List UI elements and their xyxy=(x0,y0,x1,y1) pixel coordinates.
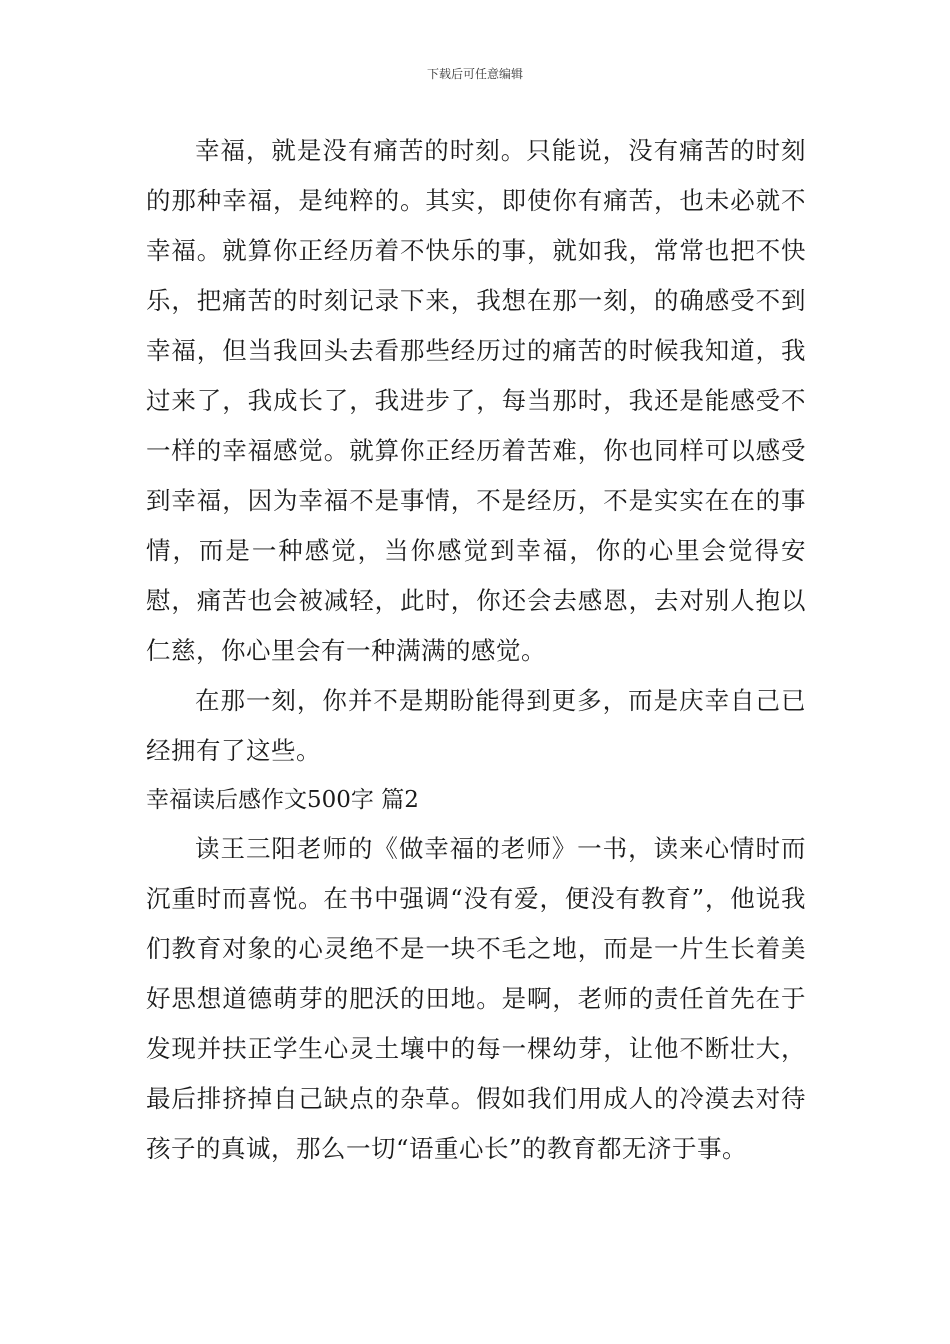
paragraph-2: 在那一刻，你并不是期盼能得到更多，而是庆幸自己已经拥有了这些。 xyxy=(146,686,806,765)
document-body xyxy=(146,126,806,1174)
page-header-note: 下载后可任意编辑 xyxy=(426,67,523,81)
paragraph-1: 幸福，就是没有痛苦的时刻。只能说，没有痛苦的时刻的那种幸福，是纯粹的。其实，即使你有痛苦，也未必就不幸福。就算你正经历着不快乐的事，就如我，常常也把不快乐，把痛苦的时刻记录下来，我想在那一刻，的确感受不到幸福，但当我回头去看那些经历过的痛苦的时候我知道，我过来了，我成长了，我进步了，每当那时，我还是能感受不一样的幸福感觉。就算你正经历着苦难，你也同样可以感受到幸福，因为幸福不是事情，不是经历，不是实实在在的事情，而是一种感觉，当你感觉到幸福，你的心里会觉得安慰，痛苦也会被减轻，此时，你还会去感恩，去对别人抱以仁慈，你心里会有一种满满的感觉。 xyxy=(146,136,806,665)
paragraph-3: 读王三阳老师的《做幸福的老师》一书，读来心情时而沉重时而喜悦。在书中强调“没有爱，便没有教育”，他说我们教育对象的心灵绝不是一块不毛之地，而是一片生长着美好思想道德萌芽的肥沃的田地。是啊，老师的责任首先在于发现并扶正学生心灵土壤中的每一棵幼芽，让他不断壮大，最后排挤掉自己缺点的杂草。假如我们用成人的冷漠去对待孩子的真诚，那么一切“语重心长”的教育都无济于事。 xyxy=(146,834,806,1163)
section-title: 幸福读后感作文500字 篇2 xyxy=(146,787,419,813)
